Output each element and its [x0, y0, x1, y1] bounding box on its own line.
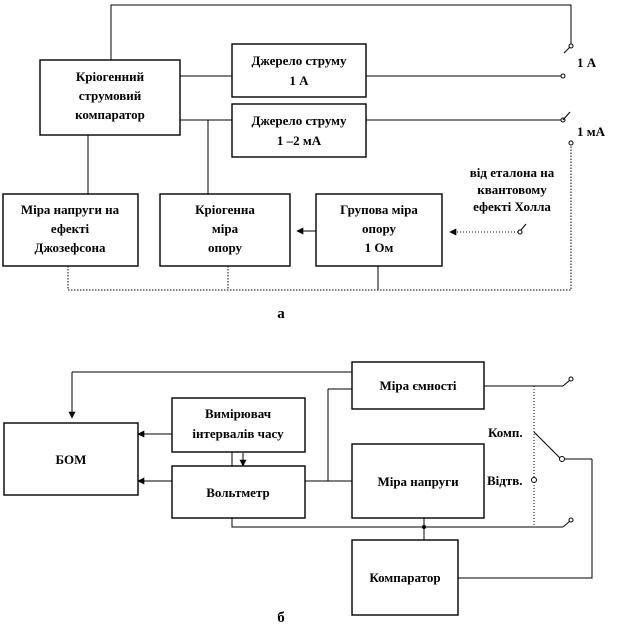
- current-source-ma-box: [232, 104, 366, 157]
- terminal-1a-label: 1 А: [577, 55, 597, 70]
- current-source-1a-box: [232, 44, 366, 97]
- current-source-ma-line-1: Джерело струму: [251, 113, 347, 128]
- current-source-1a-line-2: 1 А: [289, 73, 309, 88]
- voltage-label: Міра напруги: [377, 474, 459, 489]
- time-meter-box: [172, 398, 305, 452]
- cryogenic-comparator-line-2: струмовий: [78, 88, 142, 103]
- cryogenic-comparator-line-1: Кріогенний: [75, 69, 145, 84]
- diagram-a: [3, 5, 606, 322]
- hall-note-line-1: від еталона на: [469, 165, 555, 180]
- hall-note-line-3: ефекті Холла: [473, 199, 551, 214]
- current-source-ma-line-2: 1 –2 мА: [276, 133, 322, 148]
- switch-comp-label: Комп.: [488, 425, 523, 440]
- comparator-label: Компаратор: [369, 570, 441, 585]
- time-meter-line-1: Вимірювач: [204, 406, 272, 421]
- josephson-voltage-line-2: ефекті: [50, 221, 90, 236]
- cryogenic-resistance-box: [160, 194, 290, 266]
- switch-disc-label: Відтв.: [487, 473, 523, 488]
- cryogenic-comparator-line-3: компаратор: [75, 107, 145, 122]
- caption-b: б: [277, 610, 285, 626]
- group-resistance-line-1: Групова міра: [340, 202, 418, 217]
- hall-note-line-2: квантовому: [477, 182, 547, 197]
- terminal-1ma-label: 1 мА: [577, 124, 605, 139]
- josephson-voltage-box: [3, 194, 138, 266]
- cryogenic-resistance-line-1: Кріогенна: [195, 202, 255, 217]
- cryogenic-resistance-line-3: опору: [207, 240, 243, 255]
- cryogenic-comparator-box: [40, 60, 180, 135]
- capacitance-box: [352, 362, 484, 409]
- josephson-voltage-line-3: Джозефсона: [34, 240, 106, 255]
- josephson-voltage-line-1: Міра напруги на: [20, 202, 120, 217]
- voltmeter-box: [172, 466, 305, 518]
- computer-label: БОМ: [55, 452, 87, 467]
- diagram-b: [4, 362, 592, 626]
- capacitance-label: Міра ємності: [379, 378, 457, 393]
- caption-a: а: [277, 306, 285, 322]
- voltmeter-label: Вольтметр: [206, 485, 270, 500]
- computer-box: [4, 423, 138, 495]
- time-meter-line-2: інтервалів часу: [192, 426, 284, 441]
- current-source-1a-line-1: Джерело струму: [251, 53, 347, 68]
- voltage-box: [352, 444, 484, 518]
- cryogenic-resistance-line-2: міра: [211, 221, 239, 236]
- comparator-box: [352, 540, 458, 615]
- group-resistance-box: [316, 194, 442, 266]
- group-resistance-line-3: 1 Ом: [364, 240, 394, 255]
- group-resistance-line-2: опору: [361, 221, 397, 236]
